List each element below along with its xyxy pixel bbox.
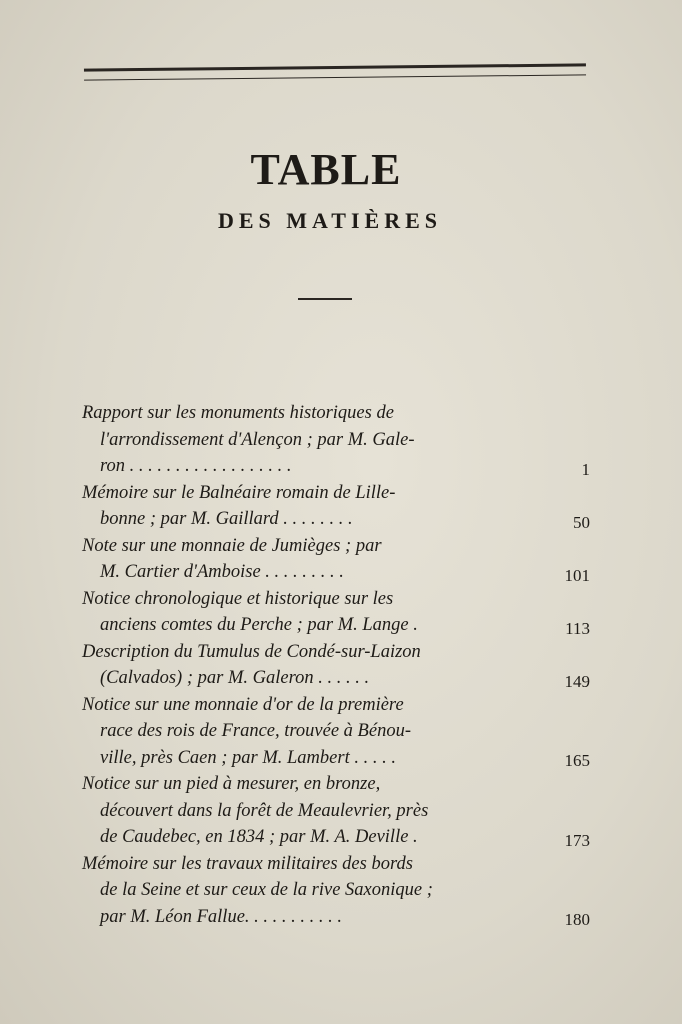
toc-page-number: 50 <box>573 512 590 532</box>
toc-page-number: 1 <box>581 459 590 479</box>
toc-page-number: 180 <box>564 910 590 929</box>
toc-entry-line: de la Seine et sur ceux de la rive Saxonique ; <box>100 880 433 900</box>
toc-entry-line: M. Cartier d'Amboise . . . . . . . . . <box>100 562 344 582</box>
toc-entry-line: Mémoire sur le Balnéaire romain de Lille- <box>82 482 396 503</box>
toc-entry <box>82 639 590 692</box>
toc-entry <box>82 533 590 586</box>
page-subtitle: DES MATIÈRES <box>217 208 443 233</box>
toc-entry <box>82 771 590 851</box>
toc-entry <box>82 586 590 639</box>
toc-entry-line: (Calvados) ; par M. Galeron . . . . . . <box>100 668 370 688</box>
toc-page-number: 165 <box>564 751 590 770</box>
toc-entry-line: Notice sur un pied à mesurer, en bronze, <box>82 774 381 794</box>
page-title: TABLE <box>250 145 402 194</box>
toc-entry <box>82 692 590 772</box>
table-of-contents <box>82 400 590 930</box>
toc-entry-line: race des rois de France, trouvée à Bénou- <box>100 721 411 741</box>
top-double-rule <box>84 63 586 80</box>
toc-entry-line: ron . . . . . . . . . . . . . . . . . . <box>100 456 292 476</box>
toc-entry-line: Note sur une monnaie de Jumièges ; par <box>82 535 382 556</box>
toc-entry-line: ville, près Caen ; par M. Lambert . . . . . <box>100 747 396 768</box>
toc-entry-line: Mémoire sur les travaux militaires des bords <box>82 853 413 874</box>
toc-entry-line: Rapport sur les monuments historiques de <box>82 403 394 423</box>
toc-entry-line: anciens comtes du Perche ; par M. Lange . <box>100 615 418 635</box>
toc-page-number: 101 <box>564 565 590 585</box>
toc-entry <box>82 480 590 533</box>
toc-entry-line: Notice sur une monnaie d'or de la première <box>82 694 404 715</box>
toc-page-number: 113 <box>565 618 590 638</box>
toc-entry-line: Description du Tumulus de Condé-sur-Laizon <box>82 641 421 662</box>
toc-entry-line: découvert dans la forêt de Meaulevrier, près <box>100 800 429 821</box>
toc-page-number: 149 <box>564 671 590 691</box>
toc-entry-line: de Caudebec, en 1834 ; par M. A. Deville . <box>100 827 418 847</box>
toc-entry <box>82 400 590 480</box>
ornamental-dash <box>298 298 352 300</box>
toc-entry-line: l'arrondissement d'Alençon ; par M. Gale- <box>100 429 415 450</box>
toc-entry <box>82 851 590 931</box>
toc-page-number: 173 <box>564 830 590 850</box>
toc-entry-line: par M. Léon Fallue. . . . . . . . . . . <box>100 906 343 927</box>
toc-entry-line: bonne ; par M. Gaillard . . . . . . . . <box>100 509 353 529</box>
toc-entry-line: Notice chronologique et historique sur les <box>82 588 394 609</box>
